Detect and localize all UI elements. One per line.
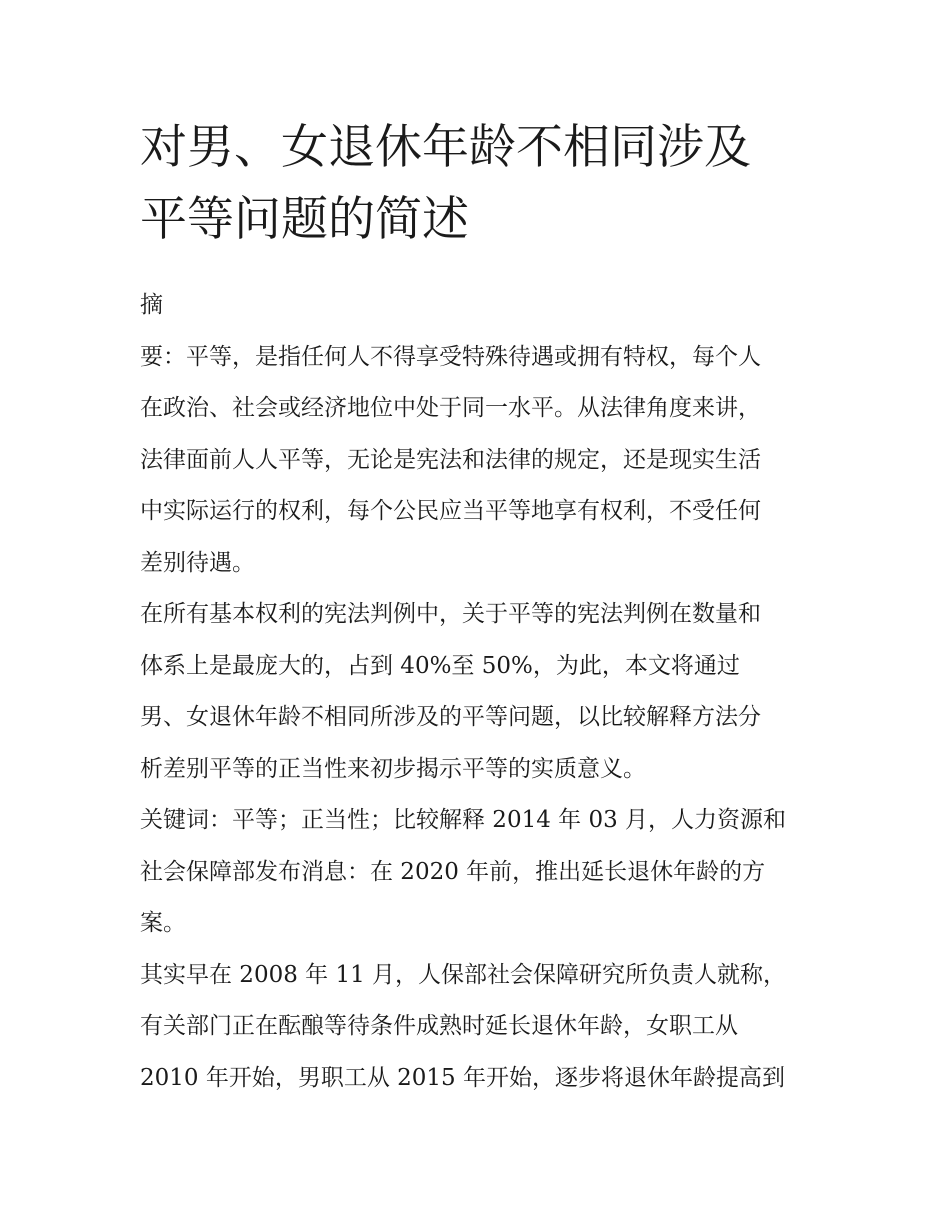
text-line: 其实早在 2008 年 11 月，人保部社会保障研究所负责人就称， xyxy=(140,961,787,988)
abstract-paragraph xyxy=(140,280,815,589)
text-line: 要：平等，是指任何人不得享受特殊待遇或拥有特权，每个人 xyxy=(140,343,761,370)
abstract-label: 摘 xyxy=(140,292,163,318)
text-line: 关键词：平等；正当性；比较解释 2014 年 03 月，人力资源和 xyxy=(140,807,787,833)
body-paragraph-4 xyxy=(140,950,815,1105)
text-line: 社会保障部发布消息：在 2020 年前，推出延长退休年龄的方 xyxy=(140,858,766,885)
title-line-2: 平等问题的简述 xyxy=(140,192,469,247)
text-line: 体系上是最庞大的，占到 40%至 50%，为此，本文将通过 xyxy=(140,652,740,679)
title-line-1: 对男、女退休年龄不相同涉及 xyxy=(140,120,751,175)
text-line: 差别待遇。 xyxy=(140,549,255,576)
keywords-paragraph xyxy=(140,795,815,950)
text-line: 2010 年开始，男职工从 2015 年开始，逐步将退休年龄提高到 xyxy=(140,1064,785,1091)
body-paragraph-2 xyxy=(140,589,815,795)
text-line: 析差别平等的正当性来初步揭示平等的实质意义。 xyxy=(140,755,646,782)
document-title xyxy=(140,112,815,256)
text-line: 男、女退休年龄不相同所涉及的平等问题，以比较解释方法分 xyxy=(140,704,761,730)
text-line: 案。 xyxy=(140,910,186,936)
text-line: 在所有基本权利的宪法判例中，关于平等的宪法判例在数量和 xyxy=(140,601,761,627)
text-line: 法律面前人人平等，无论是宪法和法律的规定，还是现实生活 xyxy=(140,446,761,473)
document-page xyxy=(140,112,815,1104)
document-body xyxy=(140,280,815,1104)
text-line: 中实际运行的权利，每个公民应当平等地享有权利，不受任何 xyxy=(140,498,761,524)
text-line: 在政治、社会或经济地位中处于同一水平。从法律角度来讲， xyxy=(140,395,761,421)
text-line: 有关部门正在酝酿等待条件成熟时延长退休年龄，女职工从 xyxy=(140,1013,738,1039)
